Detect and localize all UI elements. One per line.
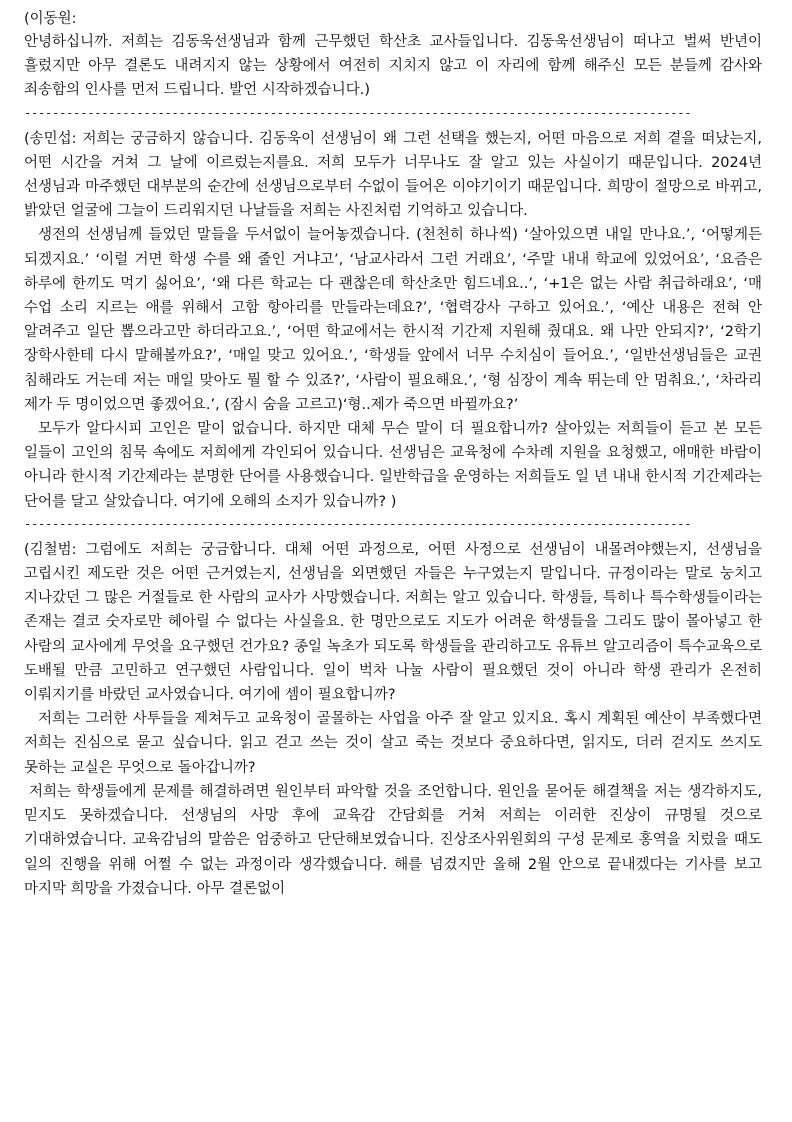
section-divider: ----------------------------------------------------------------------------------------------- <box>24 516 692 531</box>
statement-paragraph: 모두가 알다시피 고인은 말이 없습니다. 하지만 대체 무슨 말이 더 필요합니까? 살아있는 저희들이 듣고 본 모든 일들이 고인의 침묵 속에도 저희에게 각인되어 있습니다. 선생님은 교육청에 수차례 지원을 요청했고, 애매한 바람이 아니라 한시적 기간제라는 분명한 단어를 사용했습니다. 일반학급을 운영하는 저희들도 일 년 내내 한시적 기간제라는 단어를 달고 살았습니다. 여기에 오해의 소지가 있습니까? ) <box>24 421 762 510</box>
statement-paragraph: 안녕하십니까. 저희는 김동욱선생님과 함께 근무했던 학산초 교사들입니다. 김동욱선생님이 떠나고 벌써 반년이 흘렀지만 아무 결론도 내려지지 않는 상황에서 여전히 지치지 않고 이 자리에 함께 해주신 모든 분들께 감사와 죄송함의 인사를 먼저 드립니다. 발언 시작하겠습니다.) <box>24 34 762 99</box>
section-divider: ----------------------------------------------------------------------------------------------- <box>24 105 692 120</box>
statement-paragraph: 생전의 선생님께 들었던 말들을 두서없이 늘어놓겠습니다. (천천히 하나씩) ‘살아있으면 내일 만나요.’, ‘어떻게든 되겠지요.’ ‘이럴 거면 학생 수를 왜 줄인 거냐고’, ‘남교사라서 그런 거래요’, ‘주말 내내 학교에 있었어요’, ‘요즘은 하루에 한끼도 먹기 싫어요’, ‘왜 다른 학교는 다 괜찮은데 학산초만 힘드네요..’, ‘+1은 없는 사람 취급하래요’, ‘매 수업 소리 지르는 애를 위해서 고함 항아리를 만들라는데요?’, ‘협력강사 구하고 있어요.’, ‘예산 내용은 전혀 안 알려주고 일단 뽑으라고만 하더라고요.’, ‘어떤 학교에서는 한시적 기간제 지원해 줬대요. 왜 나만 안되지?’, ‘2학기 장학사한테 다시 말해볼까요?’, ‘매일 맞고 있어요.’, ‘학생들 앞에서 너무 수치심이 들어요.’, ‘일반선생님들은 교권 침해라도 거는데 저는 매일 맞아도 뭘 할 수 있죠?’, ‘사람이 필요해요.’, ‘형 심장이 계속 뛰는데 안 멈춰요.’, ‘차라리 제가 두 명이었으면 좋겠어요.’, (잠시 숨을 고르고)‘형..제가 죽으면 바뀔까요?’ <box>24 227 762 413</box>
statement-text: 저희는 궁금하지 않습니다. 김동욱이 선생님이 왜 그런 선택을 했는지, 어떤 마음으로 저희 곁을 떠났는지, 어떤 시간을 거쳐 그 날에 이르렀는지를요. 저희 모두가 너무나도 잘 알고 있는 사실이기 때문입니다. 2024년 선생님과 마주했던 대부분의 순간에 선생님으로부터 수없이 들어온 이야기이기 때문입니다. 희망이 절망으로 바뀌고, 밝았던 얼굴에 그늘이 드리워지던 나날들을 저희는 사진처럼 기억하고 있습니다. <box>24 130 762 220</box>
speaker-label-lee: (이동원: <box>24 11 77 27</box>
statement-paragraph <box>24 538 762 707</box>
speaker-label-song: (송민섭: <box>24 130 77 147</box>
statement-paragraph: 저희는 그러한 사투들을 제쳐두고 교육청이 골몰하는 사업을 아주 잘 알고 있지요. 혹시 계획된 예산이 부족했다면 저희는 진심으로 묻고 싶습니다. 읽고 걷고 쓰는 것이 살고 죽는 것보다 중요하다면, 읽지도, 더러 걷지도 쓰지도 못하는 교실은 무엇으로 돌아갑니까? <box>24 711 762 776</box>
statement-paragraph <box>24 127 762 224</box>
statement-text: 그럼에도 저희는 궁금합니다. 대체 어떤 과정으로, 어떤 사정으로 선생님이 내몰려야했는지, 선생님을 고립시킨 제도란 것은 어떤 근거였는지, 선생님을 외면했던 자들은 누구였는지 말입니다. 규정이라는 말로 눙치고 지나갔던 그 많은 거절들로 한 사람의 교사가 사망했습니다. 저희는 알고 있습니다. 학생들, 특히나 특수학생들이라는 존재는 결코 숫자로만 헤아릴 수 없다는 사실을요. 한 명만으로도 지도가 어려운 학생들을 그리도 많이 몰아넣고 한 사람의 교사에게 무엇을 요구했던 건가요? 종일 녹초가 되도록 학생들을 관리하고도 유튜브 알고리즘이 특수교육으로 도배될 만큼 고민하고 연구했던 사람입니다. 일이 벅차 나눌 사람이 필요했던 것이 아니라 학생 관리가 온전히 이뤄지기를 바랐던 교사였습니다. 여기에 셈이 필요합니까? <box>24 541 762 704</box>
statement-paragraph: 저희는 학생들에게 문제를 해결하려면 원인부터 파악할 것을 조언합니다. 원인을 묻어둔 해결책을 저는 생각하지도, 믿지도 못하겠습니다. 선생님의 사망 후에 교육감 간담회를 거쳐 저희는 이러한 진상이 규명될 것으로 기대하였습니다. 교육감님의 말씀은 엄중하고 단단해보였습니다. 진상조사위원회의 구성 문제로 홍역을 치렀을 때도 일의 진행을 위해 어쩔 수 없는 과정이라 생각했습니다. 해를 넘겼지만 올해 2월 안으로 끝내겠다는 기사를 보고 마지막 희망을 가졌습니다. 아무 결론없이 <box>24 783 762 897</box>
speaker-label-kim: (김철범: <box>24 541 77 558</box>
